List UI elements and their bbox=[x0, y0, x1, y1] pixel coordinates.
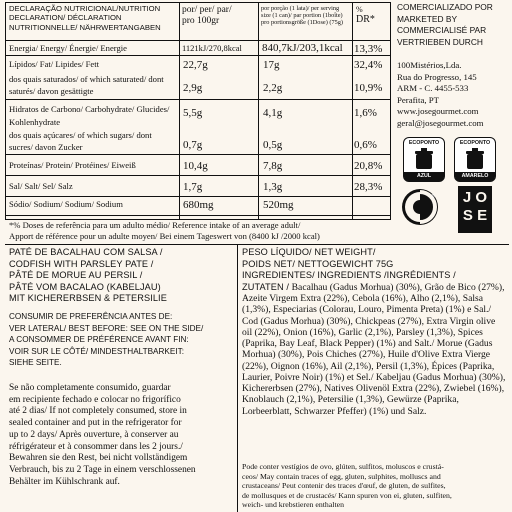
badge-label: ECOPONTO bbox=[408, 140, 440, 146]
badge-color-label: AMARELO bbox=[455, 172, 495, 181]
green-dot-recycling-icon bbox=[401, 188, 439, 226]
protein-per100: 10,4g bbox=[183, 160, 208, 172]
divider bbox=[258, 3, 259, 219]
divider bbox=[6, 99, 390, 100]
divider bbox=[6, 175, 390, 176]
divider bbox=[6, 40, 390, 41]
ingredients-heading: ZUTATEN / bbox=[242, 281, 292, 292]
row-label-carbohydrate: Hidratos de Carbono/ Carbohydrate/ Glucides/ Kohlenhydrate bbox=[9, 104, 170, 127]
row-label-sodium: Sódio/ Sodium/ Sodium/ Sodium bbox=[9, 199, 123, 209]
salt-dr: 28,3% bbox=[354, 181, 383, 193]
divider bbox=[6, 55, 390, 56]
nutrition-header-label: DECLARAÇÃO NUTRICIONAL/NUTRITION DECLARATION/ DÉCLARATION NUTRITIONNELLE/ NÄHRWERTANGABEN bbox=[9, 4, 161, 32]
ecoponto-amarelo-badge bbox=[454, 137, 496, 182]
badge-label: ECOPONTO bbox=[459, 140, 491, 146]
salt-serving: 1,3g bbox=[263, 181, 283, 193]
saturated-serving: 2,2g bbox=[263, 82, 283, 94]
company-address: 100Mistérios,Lda. Rua do Progresso, 145 ARM - C. 4455-533 Perafita, PT www.josegourmet.com geral@josegourmet.com bbox=[397, 60, 484, 128]
divider bbox=[5, 244, 509, 245]
recycle-bin-icon bbox=[465, 148, 485, 170]
row-label-salt: Sal/ Salt/ Sel/ Salz bbox=[9, 181, 73, 191]
divider bbox=[6, 196, 390, 197]
ingredients-list bbox=[242, 270, 507, 417]
row-label-energy: Energia/ Energy/ Énergie/ Energie bbox=[9, 43, 127, 53]
best-before-notice: CONSUMIR DE PREFERÊNCIA ANTES DE: VER LATERAL/ BEST BEFORE: SEE ON THE SIDE/ A CONSOMMER DE PRÉFÉRENCE AVANT FIN: VOIR SUR LE CÔTÉ/ MINDESTHALTBARKEIT: SIEHE SEITE. bbox=[9, 312, 204, 368]
storage-instructions: Se não completamente consumido, guardar em recipiente fechado e colocar no frigorífico até 2 dias/ If not completely consumed, store in sealed container and put in the refrigerator for up to 2 days/ Après ouverture, à conserver au réfrigérateur et à consommer dans les 2 jours./ Bewahren sie den Rest, bei nicht vollständigem Verbrauch, bis zu 2 Tage in einem verschlossenen Behälter im Kühlschrank auf. bbox=[9, 383, 196, 487]
carbohydrate-serving: 4,1g bbox=[263, 107, 283, 119]
energy-serving: 840,7kJ/203,1kcal bbox=[262, 42, 343, 54]
divider bbox=[179, 3, 180, 219]
sugars-serving: 0,5g bbox=[263, 139, 283, 151]
marketed-by: COMERCIALIZADO POR MARKETED BY COMMERCIALISÉ PAR VERTRIEBEN DURCH bbox=[397, 2, 493, 47]
fat-per100: 22,7g bbox=[183, 59, 208, 71]
allergen-notice: Pode conter vestígios de ovo, glúten, sulfitos, moluscos e crustá- ceos/ May contain traces of egg, gluten, sulphites, molluscs and crustaceans/ Peut contenir des traces d'œuf, de gluten, de sulfites, de mollusques et de crustacés/ Kann spuren von ei, gluten, sulfiten, weich- und krebstieren enthalten bbox=[242, 462, 452, 510]
net-weight: PESO LÍQUIDO/ NET WEIGHT/ POIDS NET/ NETTOGEWICHT 75G bbox=[242, 247, 394, 269]
ecoponto-azul-badge bbox=[403, 137, 445, 182]
protein-serving: 7,8g bbox=[263, 160, 283, 172]
fat-serving: 17g bbox=[263, 59, 280, 71]
row-label-fat: Lípidos/ Fat/ Lipides/ Fett bbox=[9, 59, 99, 69]
nutrition-table bbox=[5, 2, 391, 220]
recycle-bin-icon bbox=[414, 148, 434, 170]
sodium-serving: 520mg bbox=[263, 199, 294, 211]
saturated-dr: 10,9% bbox=[354, 82, 383, 94]
protein-dr: 20,8% bbox=[354, 160, 383, 172]
ingredients-heading: INGREDIENTES/ INGREDIENTS /INGRÉDIENTS / bbox=[242, 270, 456, 280]
ingredients-text: Bacalhau (Gadus Morhua) (30%), Grão de Bico (27%), Azeite Virgem Extra (22%), Cebola (16%), Alho (2,1%), Salsa (1,3%), Especiarias (Colorau, Louro, Pimenta Preta) (1%) e Sal./ Cod (Gadus Morhua) (30%), Chickpeas (27%), Extra Virgin olive oil (22%), Onion (16%), Garlic (2,1%), Parsley (1,3%), Spices (Paprika, Bay Leaf, Black Pepper) (1%) and Salt./ Morue (Gadus Morhua) (30%), Pois Chiches (27%), Huile d'Olive Extra Vierge (22%), Oignon (16%), Ail (2,1%), Persil (1,3%), Épices (Paprika, Laurier, Poivre Noir) (1%) et Sel./ Kabeljau (Gadus Morhua) (30%), Kichererbsen (27%), Natives Olivenöl Extra (22%), Zwiebel (16%), Knoblauch (2,1%), Petersilie (1,3%), Gewürze (Paprika, Lorbeerblatt, Schwarzer Pfeffer) (1%) und Salz. bbox=[242, 281, 506, 417]
fat-dr: 32,4% bbox=[354, 59, 383, 71]
sugars-dr: 0,6% bbox=[354, 139, 377, 151]
per-100g-header: por/ per/ par/ pro 100gr bbox=[182, 5, 232, 26]
divider bbox=[6, 154, 390, 155]
per-serving-header: por porção (1 lata)/ per serving size (1 can)/ par portion (1boîte) pro portionsgröße (1Dose) (75g) bbox=[261, 5, 344, 26]
svg-text:®: ® bbox=[431, 194, 435, 200]
energy-dr: 13,3% bbox=[354, 43, 383, 55]
row-label-protein: Proteínas/ Protein/ Protéines/ Eiweiß bbox=[9, 160, 136, 170]
carbohydrate-per100: 5,5g bbox=[183, 107, 203, 119]
divider bbox=[352, 3, 353, 219]
row-label-sugars: dos quais açúcares/ of which sugars/ dont sucres/ davon Zucker bbox=[9, 130, 152, 152]
carbohydrate-dr: 1,6% bbox=[354, 107, 377, 119]
divider bbox=[6, 215, 390, 216]
badge-color-label: AZUL bbox=[404, 172, 444, 181]
product-name: PATÉ DE BACALHAU COM SALSA / CODFISH WITH PARSLEY PATE / PÂTÉ DE MORUE AU PERSIL / PÂTÉ VOM BACALAO (KABELJAU) MIT KICHERERBSEN & PETERSILIE bbox=[9, 247, 167, 303]
sugars-per100: 0,7g bbox=[183, 139, 203, 151]
saturated-per100: 2,9g bbox=[183, 82, 203, 94]
reference-intake-footnote: *% Doses de referência para um adulto médio/ Reference intake of an average adult/ Apport de référence pour un adulte moyen/ Bei einem Tageswert von (8400 kJ /2000 kcal) bbox=[9, 220, 320, 241]
salt-per100: 1,7g bbox=[183, 181, 203, 193]
divider bbox=[237, 244, 238, 512]
dr-header: % DR* bbox=[356, 5, 375, 25]
sodium-per100: 680mg bbox=[183, 199, 214, 211]
row-label-saturated: dos quais saturados/ of which saturated/ dont saturés/ davon gesättigte bbox=[9, 74, 164, 96]
energy-per100: 1121kJ/270,8kcal bbox=[182, 43, 242, 53]
jose-brand-logo: J O S E bbox=[458, 186, 492, 233]
